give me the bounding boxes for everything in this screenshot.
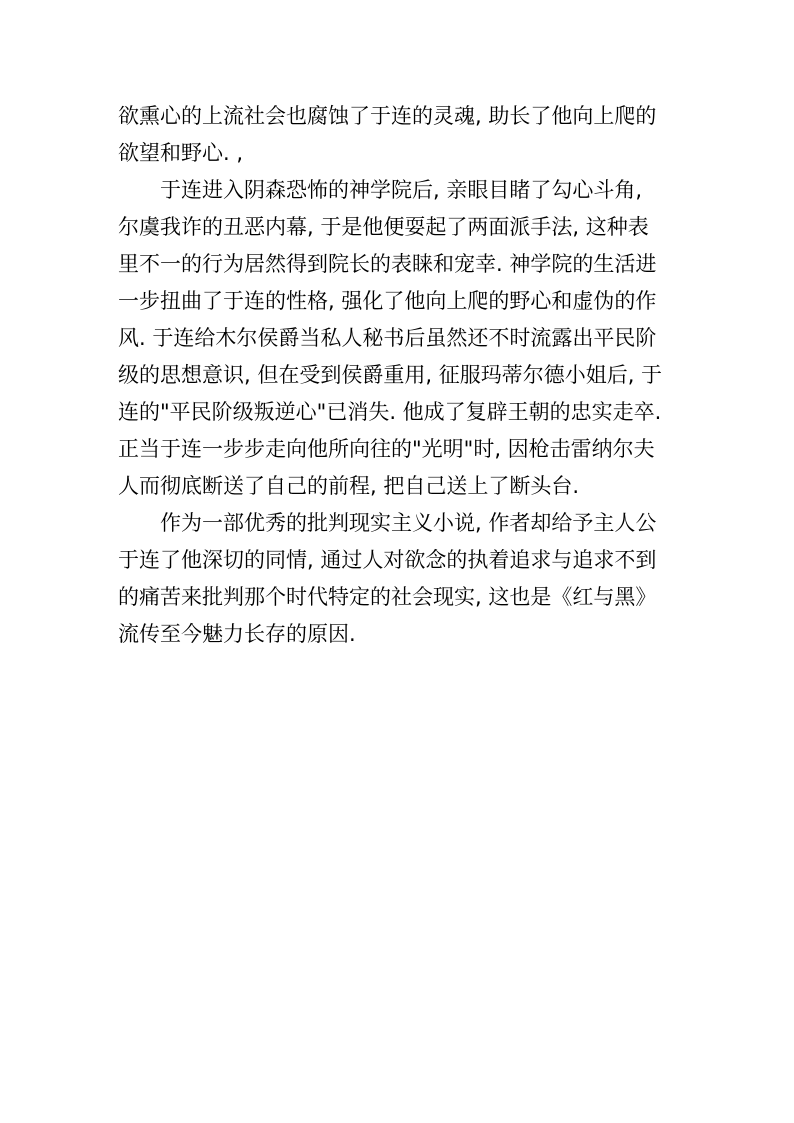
text-line: 一步扭曲了于连的性格, 强化了他向上爬的野心和虚伪的作: [118, 289, 657, 313]
text-line: 于连了他深切的同情, 通过人对欲念的执着追求与追求不到: [118, 548, 657, 572]
text-line: 作为一部优秀的批判现实主义小说, 作者却给予主人公: [160, 511, 657, 535]
paragraph-3: [118, 505, 684, 653]
paragraph-2: [118, 172, 684, 505]
text-line: 欲望和野心. ,: [118, 141, 244, 165]
text-line: 风. 于连给木尔侯爵当私人秘书后虽然还不时流露出平民阶: [118, 326, 657, 350]
text-line: 流传至今魅力长存的原因.: [118, 622, 356, 646]
text-line: 的痛苦来批判那个时代特定的社会现实, 这也是《红与黑》: [118, 585, 657, 609]
text-line: 正当于连一步步走向他所向往的"光明"时, 因枪击雷纳尔夫: [118, 437, 655, 461]
paragraph-1: [118, 98, 684, 172]
text-line: 里不一的行为居然得到院长的表睐和宠幸. 神学院的生活进: [118, 252, 657, 276]
text-line: 级的思想意识, 但在受到侯爵重用, 征服玛蒂尔德小姐后, 于: [118, 363, 663, 387]
text-line: 连的"平民阶级叛逆心"已消失. 他成了复辟王朝的忠实走卒.: [118, 400, 662, 424]
text-line: 欲熏心的上流社会也腐蚀了于连的灵魂, 助长了他向上爬的: [118, 104, 657, 128]
text-line: 尔虞我诈的丑恶内幕, 于是他便耍起了两面派手法, 这种表: [118, 215, 649, 239]
text-line: 于连进入阴森恐怖的神学院后, 亲眼目睹了勾心斗角,: [160, 178, 643, 202]
body-text: [118, 98, 684, 653]
text-line: 人而彻底断送了自己的前程, 把自己送上了断头台.: [118, 474, 580, 498]
